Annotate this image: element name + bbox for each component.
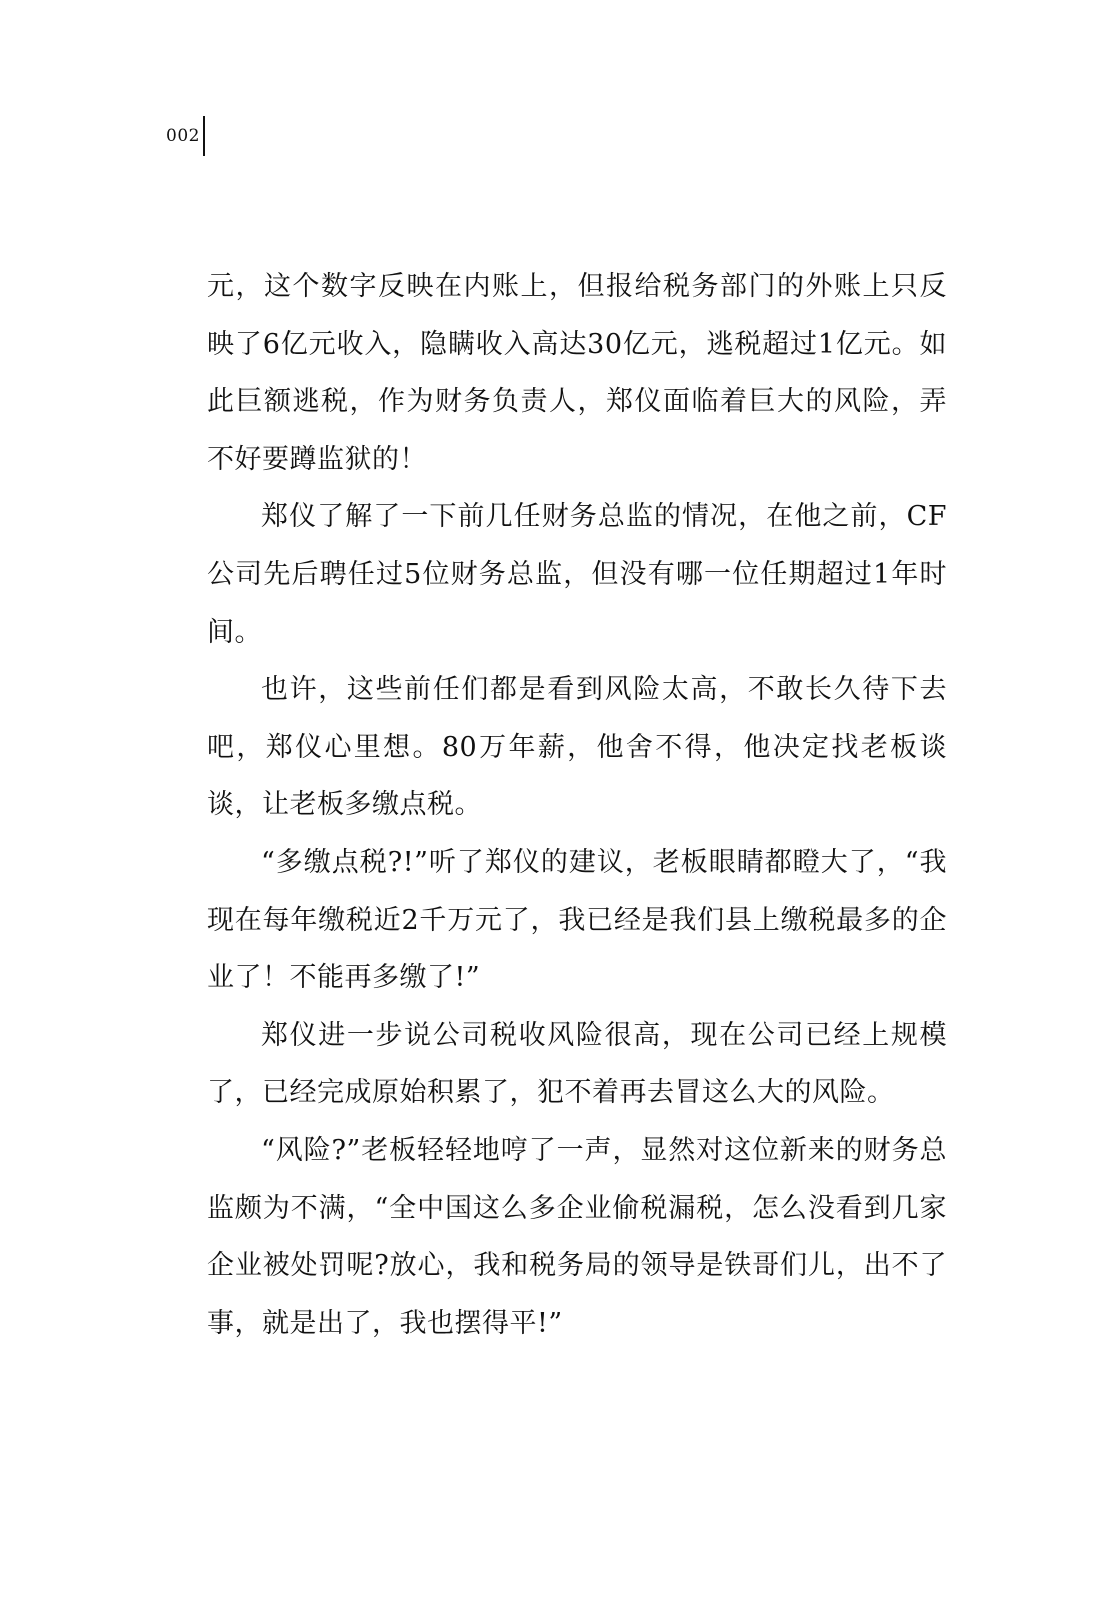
page-number-divider — [203, 116, 205, 156]
body-text — [207, 258, 947, 1352]
paragraph-4: “多缴点税?!”听了郑仪的建议，老板眼睛都瞪大了，“我现在每年缴税近2千万元了，我已经是我们县上缴税最多的企业了！不能再多缴了!” — [207, 846, 947, 994]
paragraph-5: 郑仪进一步说公司税收风险很高，现在公司已经上规模了，已经完成原始积累了，犯不着再去冒这么大的风险。 — [207, 1019, 947, 1109]
paragraph-3: 也许，这些前任们都是看到风险太高，不敢长久待下去吧，郑仪心里想。80万年薪，他舍不得，他决定找老板谈谈，让老板多缴点税。 — [207, 674, 947, 821]
page-number: 002 — [166, 126, 200, 146]
paragraph-1: 元，这个数字反映在内账上，但报给税务部门的外账上只反映了6亿元收入，隐瞒收入高达30亿元，逃税超过1亿元。如此巨额逃税，作为财务负责人，郑仪面临着巨大的风险，弄不好要蹲监狱的！ — [207, 271, 947, 475]
paragraph-2: 郑仪了解了一下前几任财务总监的情况，在他之前，CF公司先后聘任过5位财务总监，但没有哪一位任期超过1年时间。 — [207, 501, 947, 648]
paragraph-6: “风险?”老板轻轻地哼了一声，显然对这位新来的财务总监颇为不满，“全中国这么多企业偷税漏税，怎么没看到几家企业被处罚呢?放心，我和税务局的领导是铁哥们儿，出不了事，就是出了，我也摆得平!” — [207, 1134, 947, 1339]
